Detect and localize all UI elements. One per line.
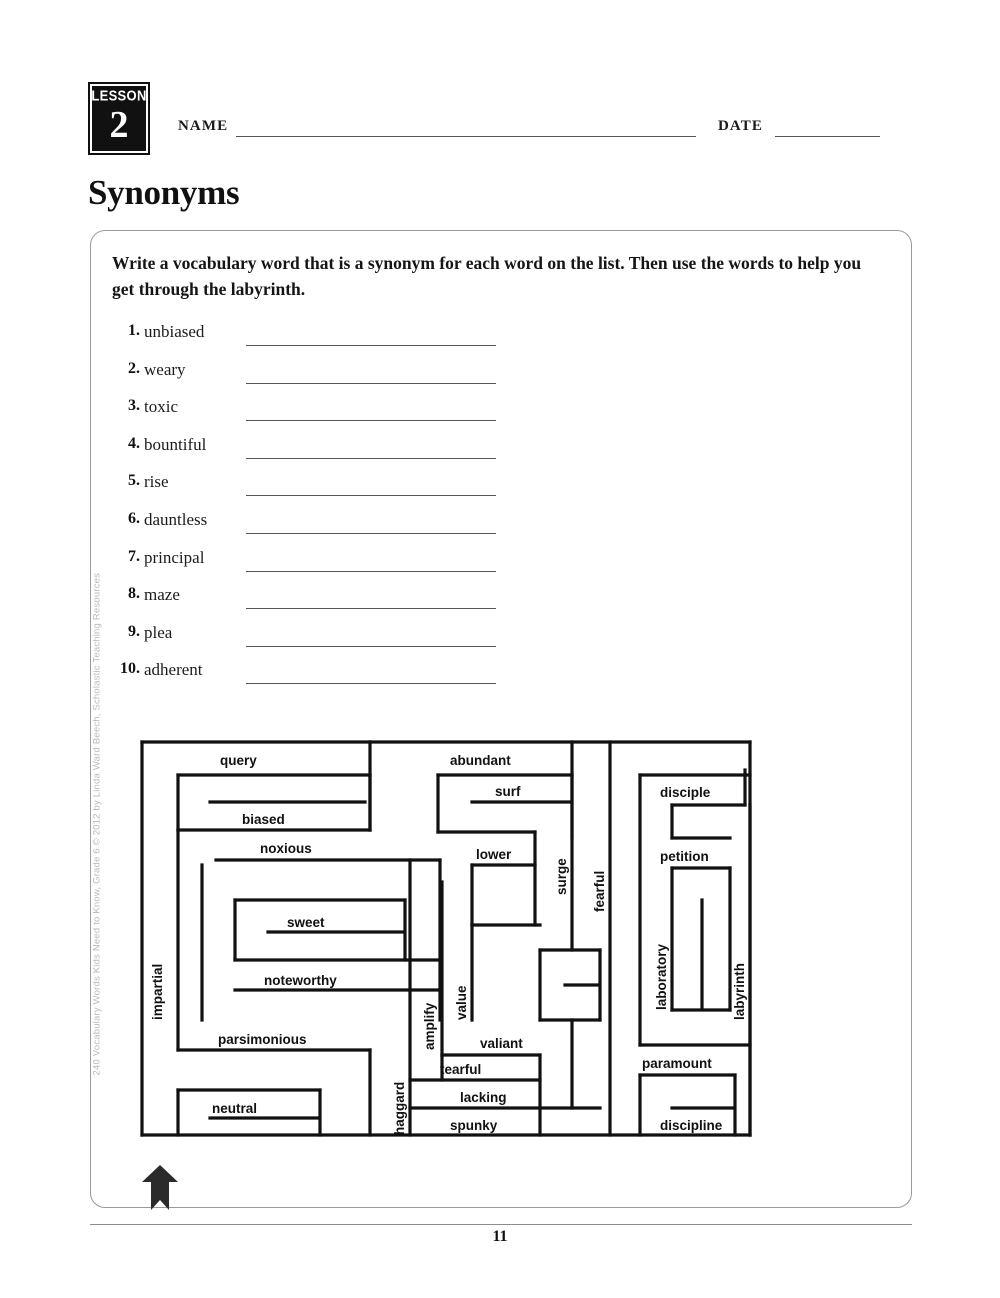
maze-word-paramount: paramount (642, 1056, 712, 1071)
maze-word-lower: lower (476, 847, 512, 862)
name-date-row (178, 116, 878, 142)
labyrinth-maze (120, 720, 800, 1220)
item-number: 1. (128, 322, 140, 339)
item-word: toxic (144, 397, 178, 417)
name-input-line[interactable] (236, 136, 696, 137)
maze-word-labyrinth: labyrinth (732, 962, 747, 1020)
item-word: unbiased (144, 322, 205, 341)
maze-word-petition: petition (660, 849, 709, 864)
maze-word-amplify: amplify (422, 1002, 437, 1050)
maze-word-abundant: abundant (450, 753, 511, 768)
item-number: 2. (128, 359, 140, 377)
maze-word-surf: surf (495, 784, 521, 799)
item-word: dauntless (144, 509, 208, 529)
list-item (108, 393, 528, 431)
maze-word-lacking: lacking (460, 1090, 507, 1105)
answer-blank[interactable] (246, 495, 496, 496)
item-word: bountiful (144, 434, 207, 454)
maze-word-biased: biased (242, 812, 285, 827)
item-number: 4. (128, 434, 140, 452)
lesson-label: LESSON (91, 87, 147, 104)
maze-word-tearful: tearful (440, 1062, 482, 1077)
maze-word-surge: surge (554, 858, 569, 895)
maze-word-valiant: valiant (480, 1036, 523, 1051)
instructions-text: Write a vocabulary word that is a synonym for each word on the list. Then use the words to help you get through the labyrinth. (112, 253, 862, 299)
lesson-badge-inner (92, 86, 146, 151)
item-word: plea (144, 622, 173, 642)
list-item (108, 544, 528, 582)
page-title: Synonyms (88, 173, 240, 212)
item-number: 3. (128, 397, 140, 415)
maze-word-noteworthy: noteworthy (264, 973, 337, 988)
maze-word-fearful: fearful (592, 870, 607, 912)
maze-word-disciple: disciple (660, 785, 711, 800)
item-number: 9. (128, 622, 140, 640)
maze-word-discipline: discipline (660, 1118, 723, 1133)
page-number: 11 (492, 1228, 508, 1245)
item-number: 5. (128, 472, 140, 490)
item-number: 8. (128, 585, 140, 603)
list-item (108, 619, 528, 657)
list-item (108, 468, 528, 506)
list-item (108, 318, 528, 356)
lesson-number: 2 (109, 104, 129, 146)
list-item (108, 431, 528, 469)
maze-word-haggard: haggard (392, 1081, 407, 1135)
item-number: 10. (120, 660, 140, 678)
maze-word-neutral: neutral (212, 1101, 258, 1116)
word-list (108, 318, 528, 694)
item-number: 7. (128, 547, 140, 565)
maze-word-laboratory: laboratory (654, 943, 669, 1010)
maze-svg (120, 720, 800, 1210)
maze-word-impartial: impartial (150, 963, 165, 1020)
item-word: adherent (144, 660, 203, 680)
answer-blank[interactable] (246, 420, 496, 421)
footer-divider (90, 1224, 912, 1225)
list-item (108, 506, 528, 544)
maze-word-parsimonious: parsimonious (218, 1032, 307, 1047)
answer-blank[interactable] (246, 533, 496, 534)
item-word: maze (144, 585, 180, 605)
answer-blank[interactable] (246, 383, 496, 384)
item-word: weary (144, 359, 186, 379)
maze-word-value: value (454, 985, 469, 1020)
item-number: 6. (128, 509, 140, 527)
item-word: principal (144, 547, 205, 567)
up-arrow-icon (142, 1165, 178, 1210)
maze-word-noxious: noxious (260, 841, 312, 856)
list-item (108, 581, 528, 619)
copyright-credit: 240 Vocabulary Words Kids Need to Know, Grade 6 © 2012 by Linda Ward Beech, Scholastic Teaching Resources (91, 572, 103, 1076)
maze-word-sweet: sweet (287, 915, 325, 930)
answer-blank[interactable] (246, 683, 496, 684)
date-label: DATE (718, 118, 763, 134)
answer-blank[interactable] (246, 608, 496, 609)
name-label: NAME (178, 118, 229, 134)
answer-blank[interactable] (246, 571, 496, 572)
maze-word-query: query (220, 753, 257, 768)
answer-blank[interactable] (246, 646, 496, 647)
answer-blank[interactable] (246, 458, 496, 459)
item-word: rise (144, 472, 169, 492)
date-input-line[interactable] (775, 136, 880, 137)
answer-blank[interactable] (246, 345, 496, 346)
maze-word-spunky: spunky (450, 1118, 498, 1133)
lesson-badge (88, 82, 150, 155)
list-item (108, 656, 528, 694)
list-item (108, 356, 528, 394)
